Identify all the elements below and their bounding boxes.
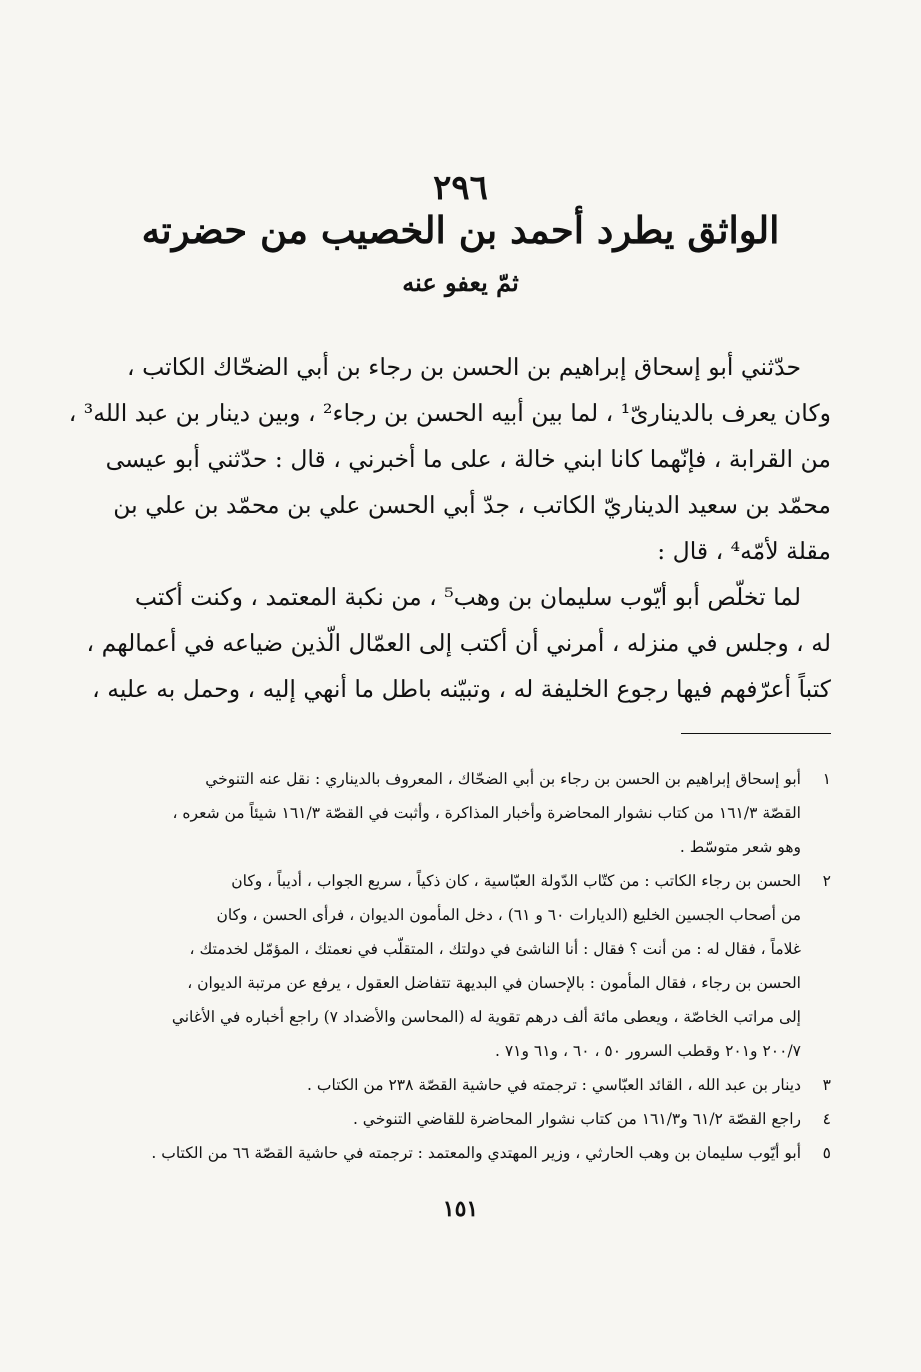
footnote-line: الحسن بن رجاء الكاتب : من كتّاب الدّولة العبّاسية ، كان ذكياً ، سريع الجواب ، أديباً ، وكان (231, 872, 801, 890)
page-title: الواثق يطرد أحمد بن الخصيب من حضرته (141, 208, 780, 252)
body-line: محمّد بن سعيد الديناريّ الكاتب ، جدّ أبي الحسن علي بن محمّد بن علي بن (113, 491, 831, 519)
footnote-line: دينار بن عبد الله ، القائد العبّاسي : ترجمته في حاشية القصّة ٢٣٨ من الكتاب . (307, 1076, 801, 1094)
body-line: كتباً أعرّفهم فيها رجوع الخليفة له ، وتبيّنه باطل ما أنهي إليه ، وحمل به عليه ، (92, 675, 831, 703)
footnote-line: ٢٠٠/٧ و٢٠١ وقطب السرور ٥٠ ، ٦٠ ، و٦١ و٧١ . (494, 1042, 801, 1060)
body-line: لما تخلّص أبو أيّوب سليمان بن وهب⁵ ، من نكبة المعتمد ، وكنت أكتب (134, 583, 801, 611)
footnote-line: أبو أيّوب سليمان بن وهب الحارثي ، وزير المهتدي والمعتمد : ترجمته في حاشية القصّة ٦٦ من الكتاب . (151, 1144, 801, 1162)
footnote-line: غلاماً ، فقال له : من أنت ؟ فقال : أنا الناشئ في دولتك ، المتقلّب في نعمتك ، المؤمّل لخدمتك ، (189, 940, 801, 958)
footnote-number: ٤ (822, 1110, 831, 1128)
footnote (93, 763, 831, 865)
footnote-line: إلى مراتب الخاصّة ، ويعطى مائة ألف درهم تقوية له (المحاسن والأضداد ٧) راجع أخباره في الأغاني (171, 1008, 801, 1026)
story-number: ٢٩٦ (433, 168, 488, 208)
footnote-line: راجع القصّة ٦١/٢ و١٦١/٣ من كتاب نشوار المحاضرة للقاضي التنوخي . (352, 1110, 801, 1128)
footnote-number: ١ (822, 770, 831, 788)
footnote-line: أبو إسحاق إبراهيم بن الحسن بن رجاء بن أبي الضحّاك ، المعروف بالديناري : نقل عنه التنوخي (205, 770, 801, 788)
body-line: وكان يعرف بالدينارىّ¹ ، لما بين أبيه الحسن بن رجاء² ، وبين دينار بن عبد الله³ ، (68, 399, 831, 427)
footnote-number: ٣ (822, 1076, 831, 1094)
footnote-divider (681, 733, 831, 734)
footnote-line: وهو شعر متوسّط . (679, 838, 801, 856)
footnote (93, 865, 831, 1069)
footnote (93, 1103, 831, 1137)
footnote (93, 1137, 831, 1171)
footnote-number: ٥ (822, 1144, 831, 1162)
body-line: حدّثني أبو إسحاق إبراهيم بن الحسن بن رجاء بن أبي الضحّاك الكاتب ، (127, 353, 801, 381)
footnote-line: القصّة ١٦١/٣ من كتاب نشوار المحاضرة وأخبار المذاكرة ، وأثبت في القصّة ١٦١/٣ شيئاً من شعره ، (172, 804, 801, 822)
body-text (68, 344, 831, 712)
body-line: من القرابة ، فإنّهما كانا ابني خالة ، على ما أخبرني ، قال : حدّثني أبو عيسى (105, 445, 831, 473)
footnote (93, 1069, 831, 1103)
footnote-number: ٢ (822, 872, 831, 890)
footnote-line: من أصحاب الجسين الخليع (الديارات ٦٠ و ٦١) ، دخل المأمون الديوان ، فرأى الحسن ، وكان (216, 906, 801, 924)
page-number: ١٥١ (442, 1196, 479, 1222)
page-subtitle: ثمّ يعفو عنه (402, 268, 519, 297)
footnote-line: الحسن بن رجاء ، فقال المأمون : بالإحسان في البديهة تتفاضل العقول ، يرفع عن مرتبة الديوان ، (187, 974, 801, 992)
footnotes (93, 763, 831, 1171)
body-line: مقلة لأمّه⁴ ، قال : (657, 537, 831, 565)
body-line: له ، وجلس في منزله ، أمرني أن أكتب إلى العمّال الّذين ضياعه في أعمالهم ، (86, 629, 831, 657)
